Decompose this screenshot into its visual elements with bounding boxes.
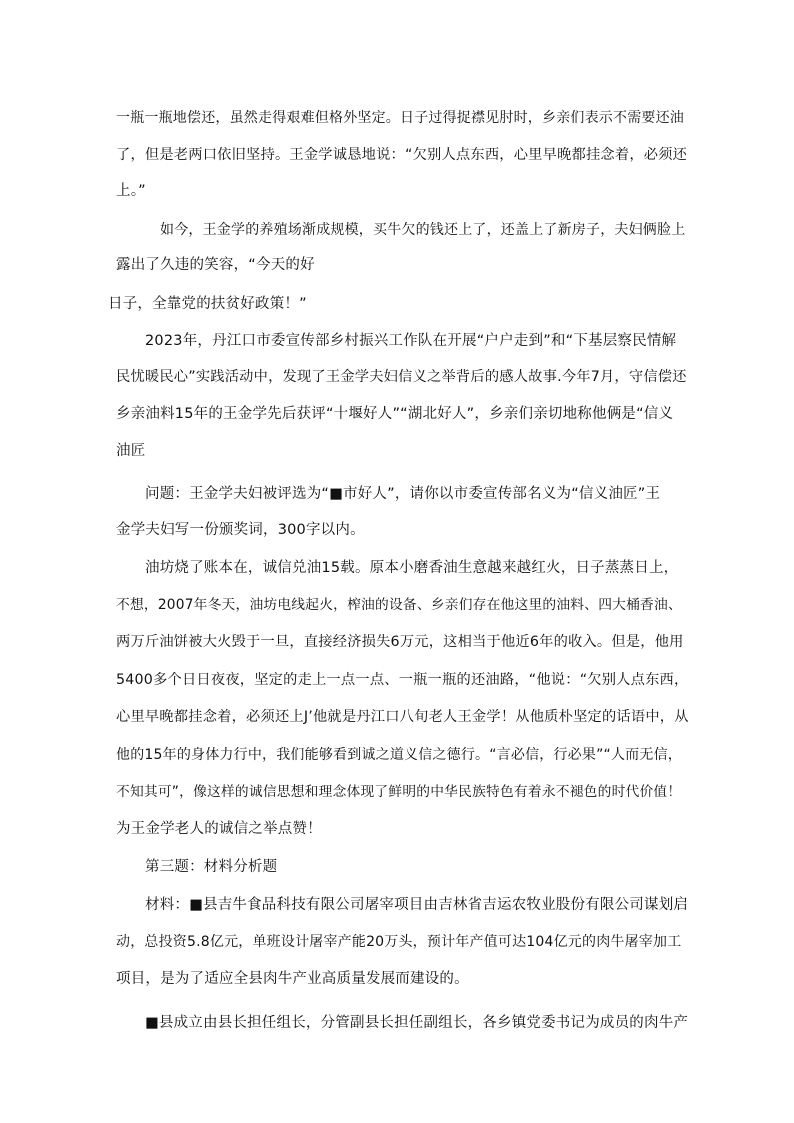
- text-line: 民忧暖民心”实践活动中，发现了王金学夫妇信义之举背后的感人故事.今年7月，守信偿还: [116, 369, 687, 385]
- text-line: 材料：■县吉牛食品科技有限公司屠宰项目由吉林省吉运农牧业股份有限公司谋划启: [145, 897, 689, 913]
- text-line: 金学夫妇写一份颁奖词，300字以内。: [116, 522, 365, 538]
- text-line: 心里早晚都挂念着，必须还上J’他就是丹江口八旬老人王金学！从他质朴坚定的话语中，从: [116, 709, 689, 725]
- text-line: 项目，是为了适应全县肉牛产业高质量发展而建设的。: [116, 971, 469, 987]
- section-heading: 第三题：材料分析题: [145, 859, 278, 875]
- text-line: 了，但是老两口依旧坚持。王金学诚恳地说：“欠别人点东西，心里早晚都挂念着，必须还: [116, 147, 688, 163]
- text-line: 不知其可”，像这样的诚信思想和理念体现了鲜明的中华民族特色有着永不褪色的时代价值！: [116, 784, 682, 800]
- text-line: 一瓶一瓶地偿还，虽然走得艰难但格外坚定。日子过得捉襟见肘时，乡亲们表示不需要还油: [116, 110, 684, 126]
- text-line: 他的15年的身体力行中，我们能够看到诚之道义信之德行。“言必信，行必果”“人而无信，: [116, 747, 682, 763]
- text-line: 两万斤油饼被大火毁于一旦，直接经济损失6万元，这相当于他近6年的收入。但是，他用: [116, 634, 684, 650]
- text-line: 油坊烧了账本在，诚信兑油15载。原本小磨香油生意越来越红火，日子蒸蒸日上，: [145, 560, 679, 576]
- text-line: 2023年，丹江口市委宣传部乡村振兴工作队在开展“户户走到”和“下基层察民情解: [145, 333, 677, 349]
- text-line: 不想，2007年冬天，油坊电线起火，榨油的设备、乡亲们存在他这里的油料、四大桶香油、: [116, 597, 682, 613]
- text-line: 动，总投资5.8亿元，单班设计屠宰产能20万头，预计年产值可达104亿元的肉牛屠宰加工: [116, 934, 682, 950]
- text-line: 油匠: [116, 443, 146, 459]
- text-line: 问题：王金学夫妇被评选为“■市好人”，请你以市委宣传部名义为“信义油匠”王: [145, 486, 661, 502]
- text-line: 乡亲油料15年的王金学先后获评“十堰好人”“湖北好人”，乡亲们亲切地称他俩是“信义: [116, 406, 674, 422]
- text-line: 上。”: [116, 183, 146, 199]
- text-line: 露出了久违的笑容，“今天的好: [116, 257, 315, 273]
- text-line: 如今，王金学的养殖场渐成规模，买牛欠的钱还上了，还盖上了新房子，夫妇俩脸上: [160, 222, 686, 238]
- text-line: ■县成立由县长担任组长，分管副县长担任副组长，各乡镇党委书记为成员的肉牛产: [145, 1015, 689, 1031]
- text-line: 日子，全靠党的扶贫好政策！”: [108, 296, 307, 312]
- text-line: 5400多个日日夜夜，坚定的走上一点一点、一瓶一瓶的还油路，“他说：“欠别人点东西，: [116, 672, 689, 688]
- text-line: 为王金学老人的诚信之举点赞！: [116, 821, 322, 837]
